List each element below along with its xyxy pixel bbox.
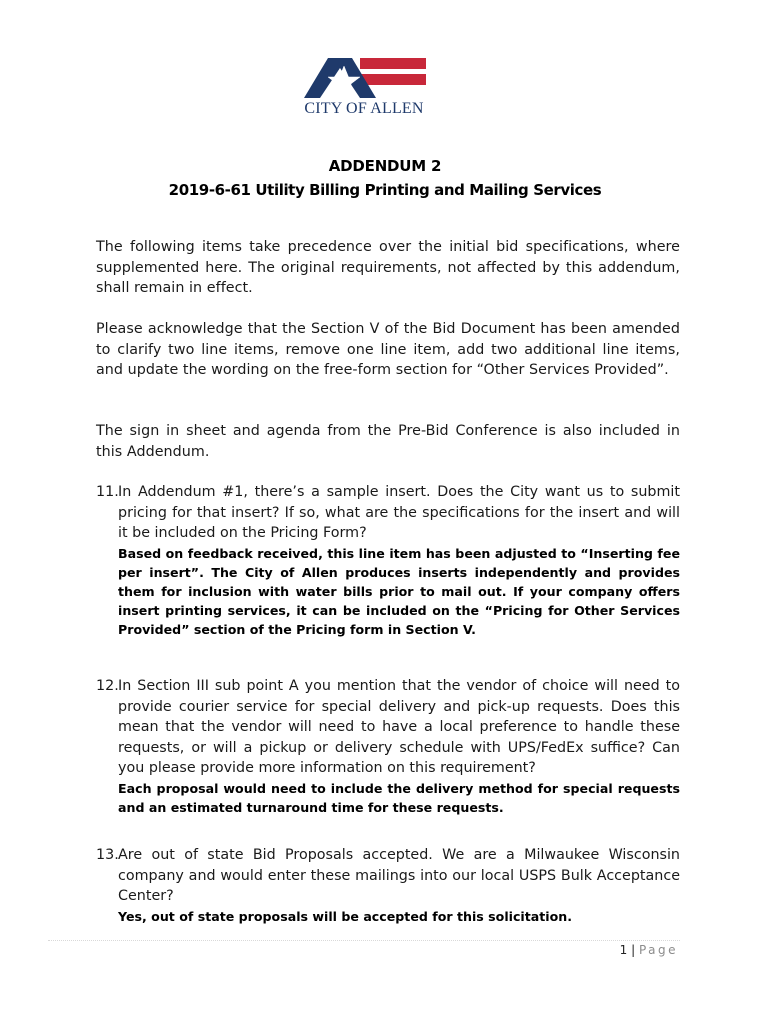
logo-star-flag-graphic bbox=[300, 56, 428, 100]
question-item bbox=[96, 845, 680, 926]
question-number: 13. bbox=[96, 847, 119, 863]
answer-text: Each proposal would need to include the delivery method for special requests and an estimated turnaround time for these requests. bbox=[118, 780, 680, 815]
page-number: 1 bbox=[619, 943, 628, 957]
bid-subject-title: 2019-6-61 Utility Billing Printing and Mailing Services bbox=[168, 181, 602, 199]
intro-paragraph: The following items take precedence over the initial bid specifications, where supplemented here. The original requirements, not affected by this addendum, shall remain in effect. bbox=[96, 239, 680, 296]
page-label: Page bbox=[638, 943, 678, 957]
question-text: Are out of state Bid Proposals accepted. We are a Milwaukee Wisconsin company and would enter these mailings into our local USPS Bulk Acceptance Center? bbox=[118, 847, 680, 904]
question-text: In Addendum #1, there’s a sample insert. Does the City want us to submit pricing for that insert? If so, what are the specifications for the insert and will it be included on the Pricing Form? bbox=[118, 484, 680, 541]
addendum-title: ADDENDUM 2 bbox=[328, 157, 442, 175]
answer-text: Based on feedback received, this line item has been adjusted to “Inserting fee per insert”. The City of Allen produces inserts independently and provides them for inclusion with water bills prior to mail out. If your company offers insert printing services, it can be included on the “Pricing for Other Services Provided” section of the Pricing form in Section V. bbox=[118, 545, 680, 637]
page-footer bbox=[620, 943, 678, 957]
footer-divider bbox=[48, 940, 680, 941]
question-item bbox=[96, 676, 680, 817]
answer-text: Yes, out of state proposals will be accepted for this solicitation. bbox=[118, 908, 572, 924]
question-item bbox=[96, 482, 680, 639]
intro-paragraph: Please acknowledge that the Section V of the Bid Document has been amended to clarify two line items, remove one line item, add two additional line items, and update the wording on the free-form section for “Other Services Provided”. bbox=[96, 321, 680, 378]
question-number: 11. bbox=[96, 484, 119, 500]
question-text: In Section III sub point A you mention that the vendor of choice will need to provide courier service for special delivery and pick-up requests. Does this mean that the vendor will need to have a local preference to handle these requests, or will a pickup or delivery schedule with UPS/FedEx suffice? Can you please provide more information on this requirement? bbox=[118, 678, 680, 776]
page-separator: | bbox=[631, 943, 636, 957]
logo-wordmark: CITY OF ALLEN bbox=[304, 100, 424, 117]
intro-paragraph: The sign in sheet and agenda from the Pre-Bid Conference is also included in this Addendum. bbox=[96, 423, 680, 460]
question-number: 12. bbox=[96, 678, 119, 694]
city-of-allen-logo bbox=[300, 56, 428, 122]
